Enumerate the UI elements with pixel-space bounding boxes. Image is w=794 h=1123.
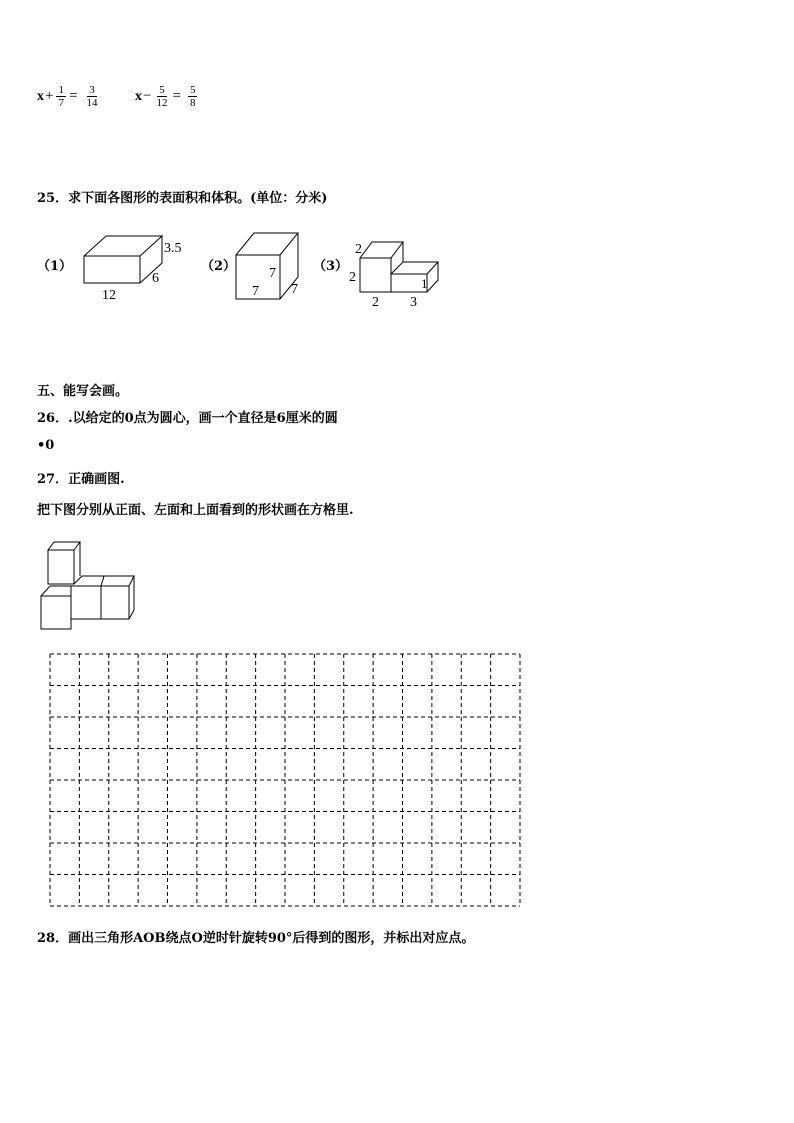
fraction-numerator: 5 — [159, 84, 165, 96]
figure-2-label: （2） — [201, 259, 237, 274]
question-26: 26．.以给定的0点为圆心，画一个直径是6厘米的圆 — [37, 411, 338, 426]
fraction-denominator: 14 — [86, 97, 98, 109]
figure-1-height-label: 3.5 — [164, 241, 182, 256]
fraction-numerator: 3 — [89, 84, 95, 96]
equation-variable: x — [37, 88, 44, 104]
fraction — [154, 84, 169, 109]
question-27: 27．正确画图. — [37, 472, 125, 487]
figure-2-front-label-b: 7 — [252, 284, 259, 299]
fraction-numerator: 5 — [189, 84, 196, 96]
figure-3-bottom-right-label: 3 — [410, 295, 417, 310]
figure-2-front-label-a: 7 — [269, 266, 276, 281]
question-25: 25．求下面各图形的表面积和体积。(单位：分米) — [37, 191, 328, 206]
section-5-title: 五、能写会画。 — [37, 384, 129, 399]
equals-sign: = — [68, 88, 78, 104]
figure-3-right-height-label: 1 — [421, 276, 428, 291]
center-point-label: •0 — [37, 438, 55, 453]
figure-1-width-label: 6 — [152, 271, 159, 286]
equation-operator: + — [45, 88, 54, 104]
dashed-answer-grid[interactable] — [49, 653, 521, 907]
figure-2-cube — [232, 228, 307, 303]
question-27-instruction: 把下图分别从正面、左面和上面看到的形状画在方格里. — [37, 503, 354, 518]
figure-3-top-height-label: 2 — [355, 242, 362, 257]
equation-operator: − — [143, 88, 152, 104]
fraction-denominator: 12 — [156, 97, 168, 109]
fraction — [188, 84, 198, 109]
stacked-cubes-figure — [38, 538, 138, 633]
equation-variable: x — [135, 88, 142, 104]
fraction-numerator: 1 — [58, 84, 64, 96]
figure-1-label: （1） — [37, 259, 73, 274]
figure-3-left-height-label: 2 — [349, 270, 356, 285]
fraction-denominator: 8 — [189, 97, 196, 109]
fraction — [56, 84, 66, 109]
equation-1 — [37, 84, 101, 109]
fraction — [84, 84, 99, 109]
equals-sign: = — [172, 88, 181, 104]
figure-3-composite — [344, 232, 444, 312]
figure-1-cuboid — [78, 228, 193, 306]
fraction-denominator: 7 — [58, 97, 64, 109]
question-28: 28．画出三角形AOB绕点O逆时针旋转90°后得到的图形，并标出对应点。 — [37, 931, 475, 946]
equation-2 — [135, 84, 199, 109]
figure-3-label: （3） — [313, 259, 349, 274]
figure-3-bottom-left-label: 2 — [372, 295, 379, 310]
figure-1-length-label: 12 — [102, 288, 116, 303]
figure-2-side-label: 7 — [291, 282, 298, 297]
